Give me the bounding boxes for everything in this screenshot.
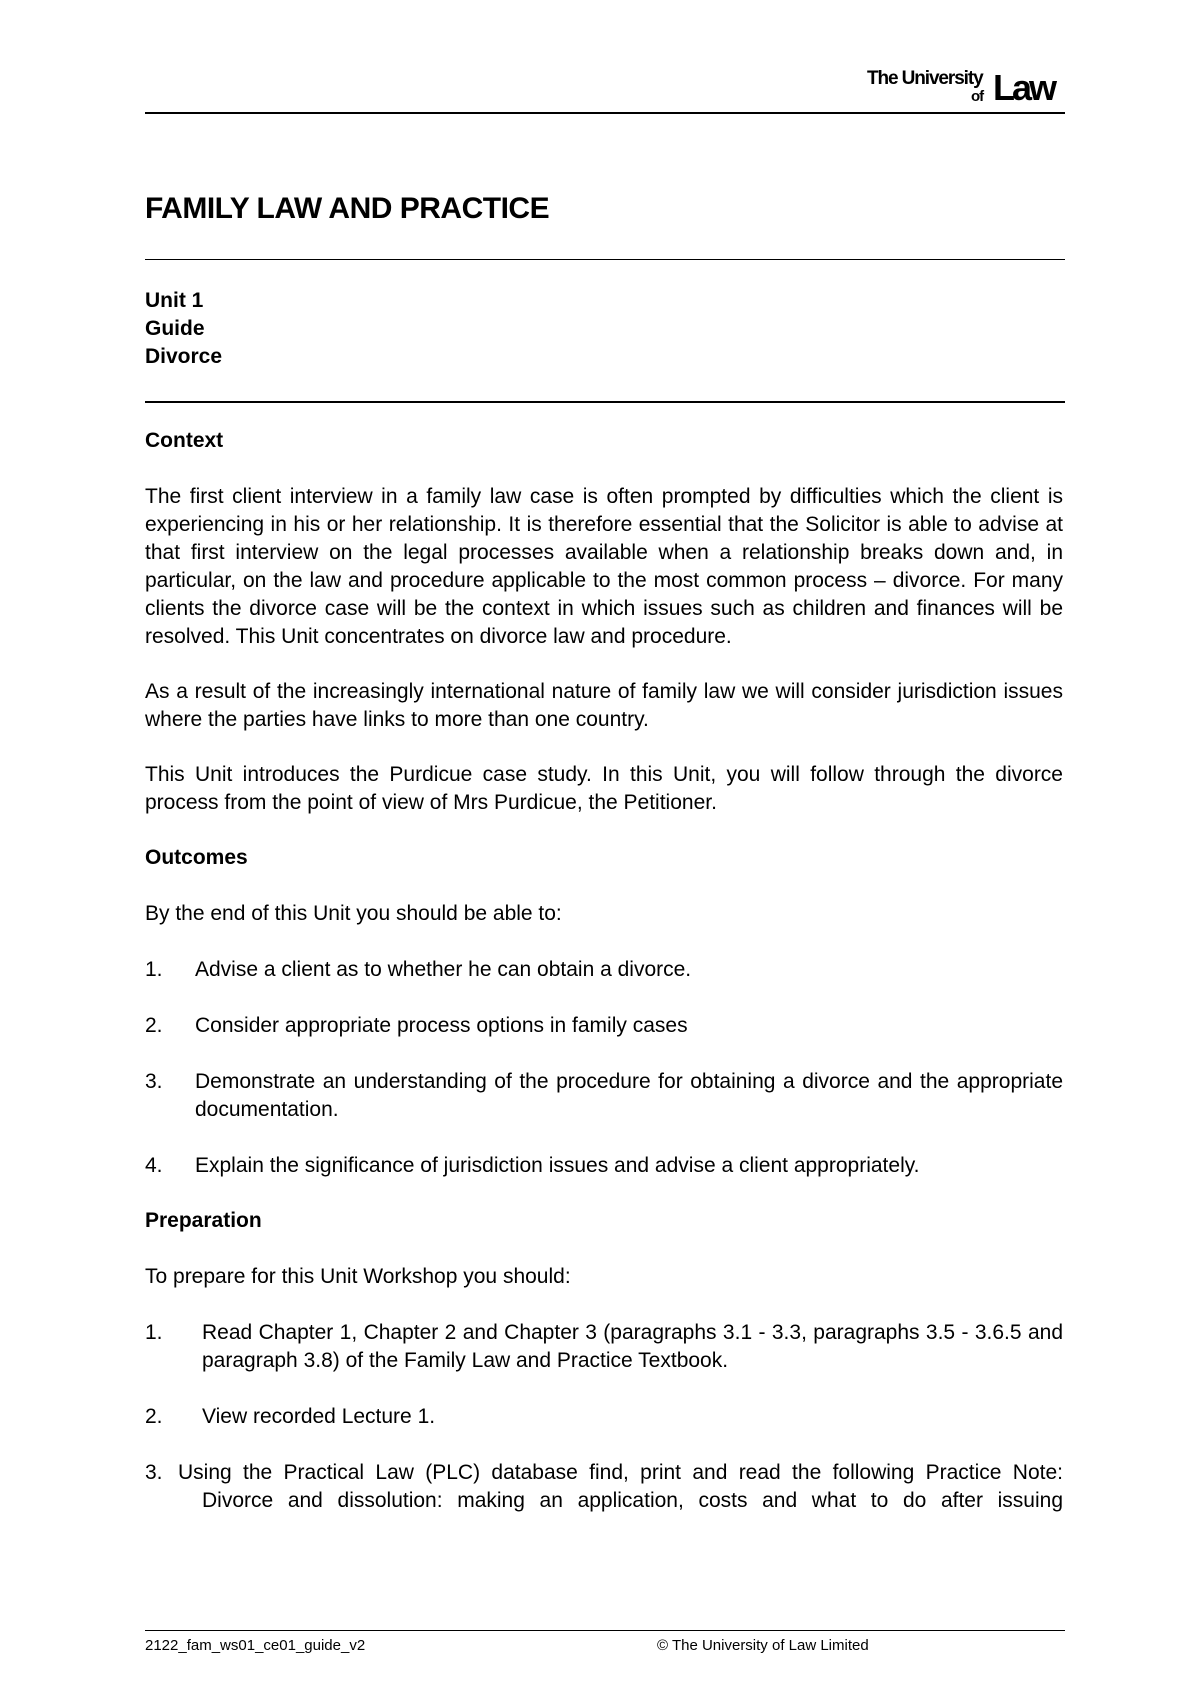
list-text: Advise a client as to whether he can obtain a divorce. (195, 958, 692, 981)
logo-line-3: Law (993, 67, 1055, 108)
list-text: Demonstrate an understanding of the procedure for obtaining a divorce and the appropriate documentation. (195, 1070, 1063, 1121)
title-rule (145, 259, 1065, 260)
document-title: FAMILY LAW AND PRACTICE (145, 192, 550, 225)
university-of-law-logo (855, 64, 1065, 108)
list-item (145, 956, 1063, 984)
list-number: 1. (145, 958, 163, 981)
document-body (145, 427, 1063, 1515)
list-number: 3. (145, 1070, 163, 1093)
list-item (145, 1152, 1063, 1180)
list-text: Explain the significance of jurisdiction issues and advise a client appropriately. (195, 1154, 920, 1177)
list-item (145, 1319, 1063, 1375)
footer-rule (145, 1630, 1065, 1631)
context-paragraph: The first client interview in a family law case is often prompted by difficulties which the client is experiencing in his or her relationship. It is therefore essential that the Solicitor is able to advise at that first interview on the legal processes available when a relationship breaks down and, in particular, on the law and procedure applicable to the most common process – divorce. For many clients the divorce case will be the context in which issues such as children and finances will be resolved. This Unit concentrates on divorce law and procedure. (145, 485, 1063, 648)
unit-type: Guide (145, 317, 205, 340)
preparation-intro: To prepare for this Unit Workshop you should: (145, 1265, 571, 1288)
footer-copyright: © The University of Law Limited (657, 1637, 869, 1654)
list-number: 3. (145, 1461, 163, 1484)
list-text: Consider appropriate process options in family cases (195, 1014, 688, 1037)
outcomes-heading: Outcomes (145, 846, 248, 869)
unit-number: Unit 1 (145, 289, 204, 312)
header-rule (145, 112, 1065, 114)
context-heading: Context (145, 429, 224, 452)
unit-topic: Divorce (145, 345, 223, 368)
logo-line-1: The University (867, 68, 983, 89)
list-item (145, 1012, 1063, 1040)
list-text: View recorded Lecture 1. (202, 1405, 436, 1428)
preparation-list (145, 1319, 1063, 1431)
outcomes-intro: By the end of this Unit you should be able to: (145, 902, 562, 925)
logo-line-2: of (971, 88, 984, 105)
outcomes-list (145, 956, 1063, 1180)
list-item (145, 1459, 1063, 1515)
context-paragraph: As a result of the increasingly international nature of family law we will consider jurisdiction issues where the parties have links to more than one country. (145, 680, 1063, 731)
preparation-heading: Preparation (145, 1209, 262, 1232)
list-number: 2. (145, 1405, 163, 1428)
list-text: Read Chapter 1, Chapter 2 and Chapter 3 (paragraphs 3.1 - 3.3, paragraphs 3.5 - 3.6.5 and paragraph 3.8) of the Family Law and Practice Textbook. (202, 1321, 1063, 1372)
list-number: 1. (145, 1321, 163, 1344)
context-paragraph: This Unit introduces the Purdicue case study. In this Unit, you will follow through the divorce process from the point of view of Mrs Purdicue, the Petitioner. (145, 763, 1063, 814)
list-text: Using the Practical Law (PLC) database find, print and read the following Practice Note: Divorce and dissolution: making an application, costs and what to do after issuing (178, 1461, 1063, 1512)
list-number: 2. (145, 1014, 163, 1037)
list-number: 4. (145, 1154, 163, 1177)
unit-info (145, 287, 222, 371)
list-item (145, 1403, 1063, 1431)
list-item (145, 1068, 1063, 1124)
footer-doc-code: 2122_fam_ws01_ce01_guide_v2 (145, 1637, 366, 1654)
unit-rule (145, 401, 1065, 403)
